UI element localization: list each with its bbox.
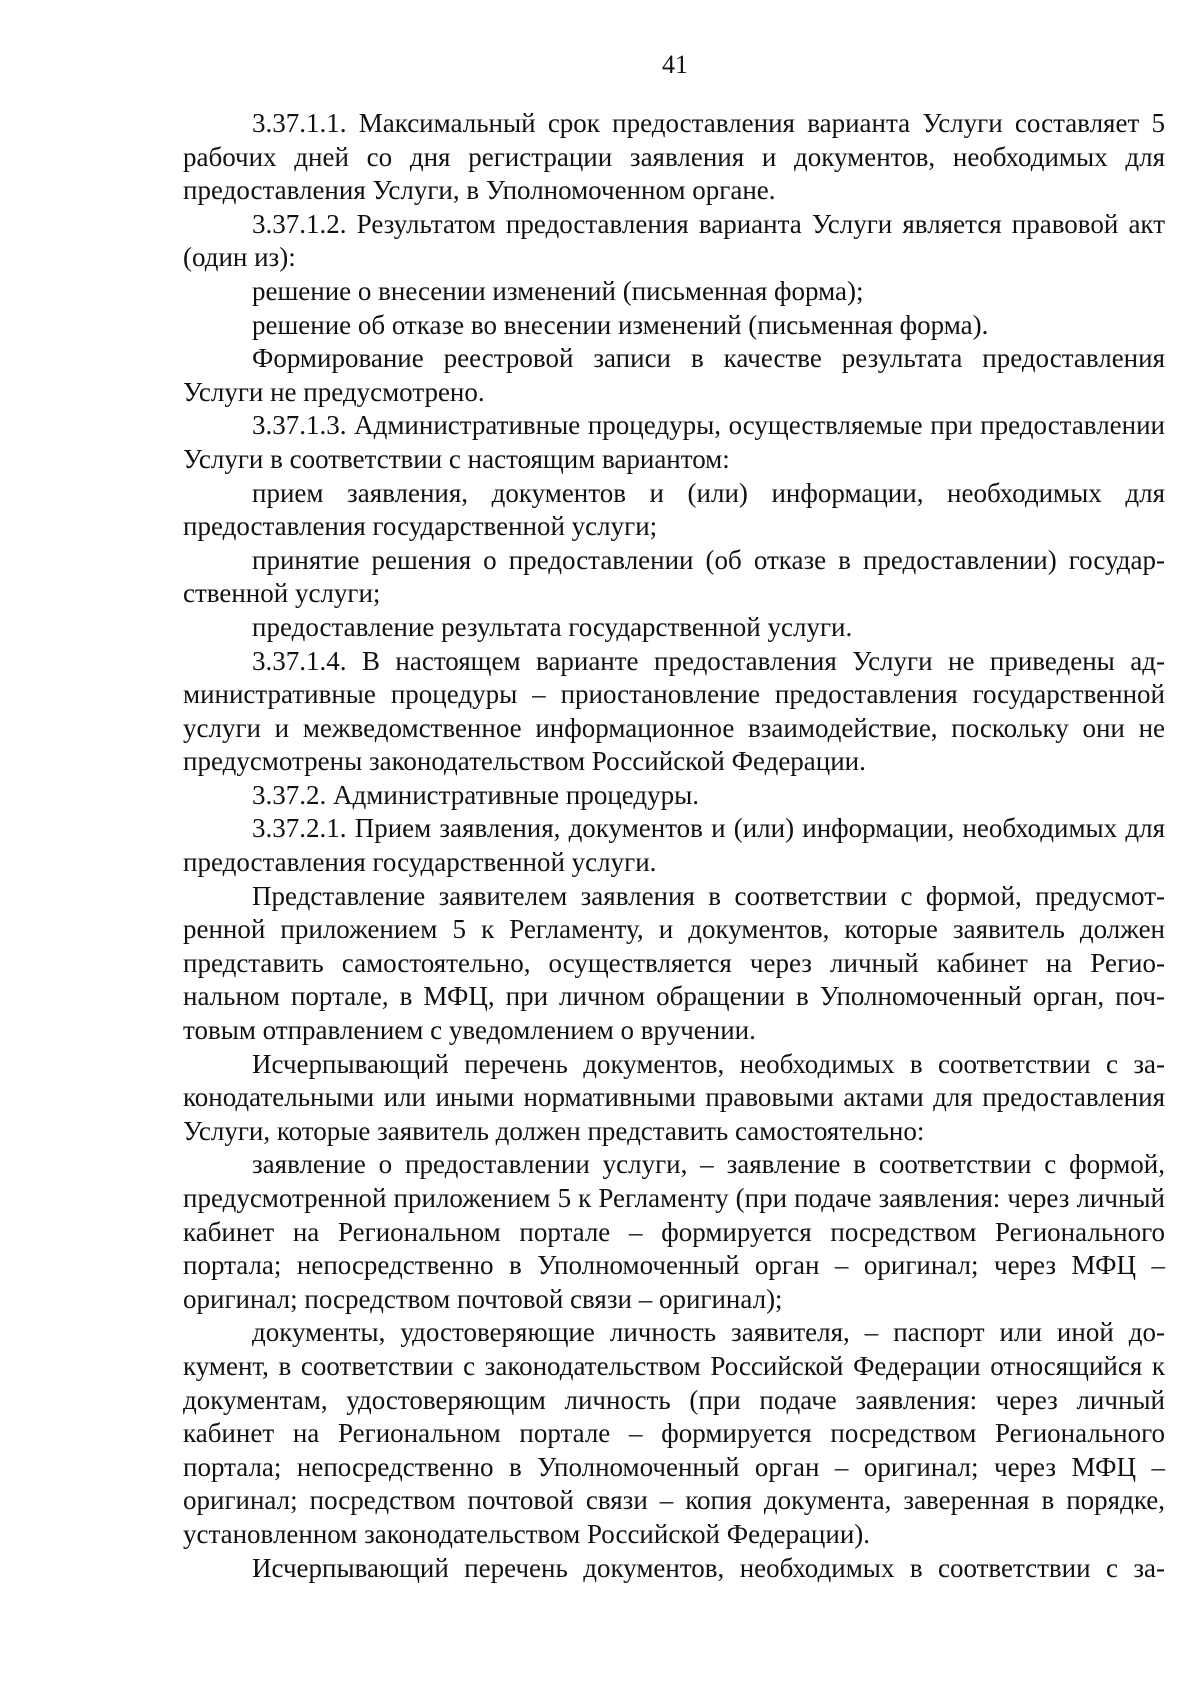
- paragraph-3-37-2-1: 3.37.2.1. Прием заявления, документов и (или) информации, необходимых для предоставления государственной услуги.: [183, 813, 1165, 878]
- heading-3-37-2: 3.37.2. Административные процедуры.: [252, 779, 700, 810]
- list-item-procedure-decision: принятие решения о предоставлении (об отказе в предоставлении) государственной услуги;: [183, 544, 1165, 609]
- list-item-result-change: решение о внесении изменений (письменная форма);: [252, 275, 864, 306]
- paragraph-3-37-1-4: 3.37.1.4. В настоящем варианте предоставления Услуги не приведены административные процедуры – приостановление предоставления государственной услуги и межведомственное информационное взаимодействие, поскольку они не предусмотрены законодательством Российской Федерации.: [183, 645, 1165, 777]
- list-item-procedure-result: предоставление результата государственной услуги.: [252, 611, 853, 642]
- list-item-procedure-reception: прием заявления, документов и (или) информации, необходимых для предоставления государственной услуги;: [183, 477, 1165, 542]
- paragraph-3-37-1-2: 3.37.1.2. Результатом предоставления варианта Услуги является правовой акт (один из):: [183, 208, 1165, 273]
- page-number: 41: [662, 50, 688, 79]
- paragraph-registry-record: Формирование реестровой записи в качестве результата предоставления Услуги не предусмотрено.: [183, 343, 1165, 407]
- paragraph-submission: Представление заявителем заявления в соответствии с формой, предусмотренной приложением 5 к Регламенту, и документов, которые заявитель должен представить самостоятельно, осуществляется через личный кабинет на Региональном портале, в МФЦ, при личном обращении в Уполномоченный орган, почтовым отправлением с уведомлением о вручении.: [183, 880, 1165, 1046]
- paragraph-3-37-1-1: 3.37.1.1. Максимальный срок предоставления варианта Услуги составляет 5 рабочих дней со дня регистрации заявления и документов, необходимых для предоставления Услуги, в Уполномоченном органе.: [183, 108, 1165, 206]
- list-item-result-refusal: решение об отказе во внесении изменений (письменная форма).: [252, 309, 989, 340]
- list-item-application: заявление о предоставлении услуги, – заявление в соответствии с формой, предусмотренной приложением 5 к Регламенту (при подаче заявления: через личный кабинет на Региональном портале – формируется посредством Регионального портала; непосредственно в Уполномоченный орган – оригинал; через МФЦ – оригинал; посредством почтовой связи – оригинал);: [183, 1149, 1165, 1314]
- paragraph-document-list-intro: Исчерпывающий перечень документов, необходимых в соответствии с законодательными или иными нормативными правовыми актами для предоставления Услуги, которые заявитель должен представить самостоятельно:: [183, 1048, 1165, 1146]
- list-item-identity-documents: документы, удостоверяющие личность заявителя, – паспорт или иной документ, в соответствии с законодательством Российской Федерации относящийся к документам, удостоверяющим личность (при подаче заявления: через личный кабинет на Региональном портале – формируется посредством Регионального портала; непосредственно в Уполномоченный орган – оригинал; через МФЦ – оригинал; посредством почтовой связи – копия документа, заверенная в порядке, установленном законодательством Российской Федерации).: [183, 1317, 1165, 1549]
- document-body: [183, 107, 1165, 1585]
- paragraph-3-37-1-3: 3.37.1.3. Административные процедуры, осуществляемые при предоставлении Услуги в соответствии с настоящим вариантом:: [183, 410, 1165, 474]
- paragraph-continued: Исчерпывающий перечень документов, необходимых в соответствии с за-: [252, 1552, 1165, 1583]
